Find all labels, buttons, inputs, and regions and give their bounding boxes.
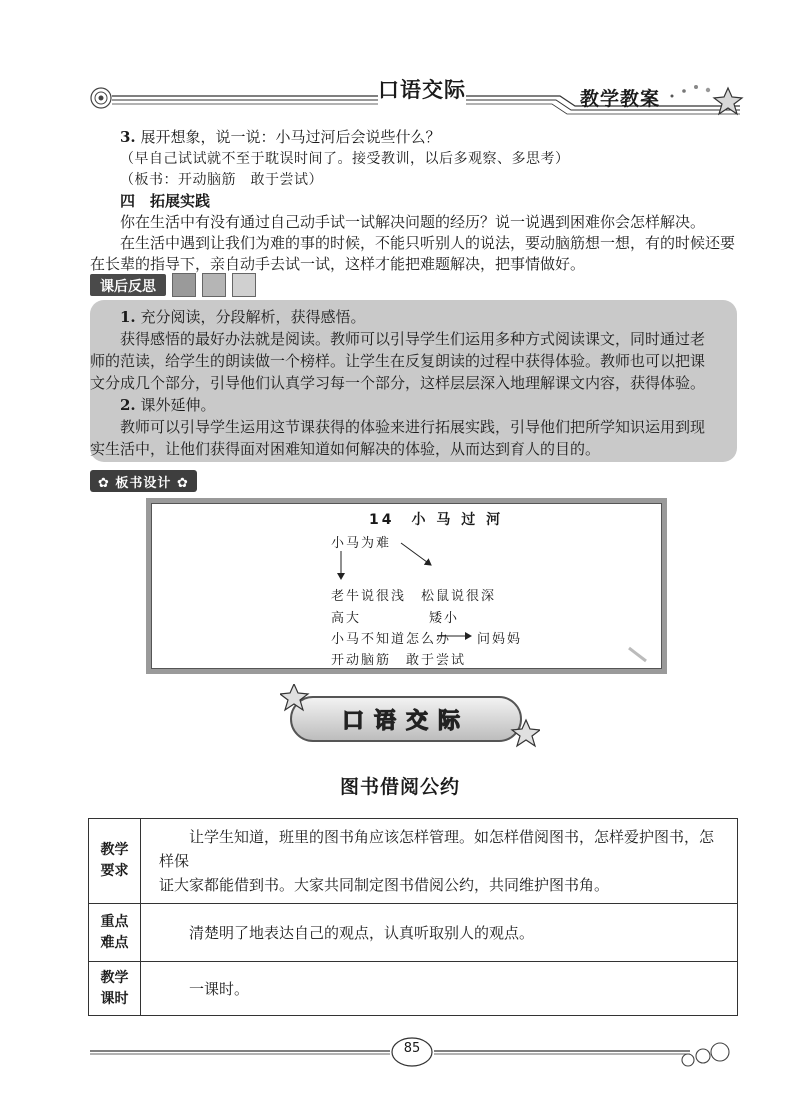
board-right-1: 松鼠说很深 — [421, 589, 497, 604]
row-content-line: 一课时。 — [189, 979, 250, 998]
row-header-line: 重点 — [100, 913, 129, 930]
board-left-1: 老牛说很浅 — [331, 589, 407, 604]
star-icon — [512, 720, 540, 746]
row-content-line: 证大家都能借到书。大家共同制定图书借阅公约，共同维护图书角。 — [159, 876, 610, 894]
question-text: 展开想象，说一说：小马过河后会说些什么？ — [140, 128, 441, 146]
item-number: 2. — [120, 396, 136, 414]
board-left-2: 高大 — [331, 611, 362, 626]
table-row — [89, 962, 738, 1016]
row-header-line: 课时 — [100, 990, 129, 1007]
item-title: 课外延伸。 — [140, 396, 216, 414]
board-right-2: 矮小 — [429, 611, 460, 626]
section-heading: 四 拓展实践 — [120, 192, 211, 210]
board-line-4: 开动脑筋 敢于尝试 — [331, 653, 467, 668]
board-line-3-right: 问妈妈 — [477, 632, 523, 647]
row-header-line: 教学 — [100, 969, 129, 986]
page-header — [0, 0, 800, 125]
star-icon — [280, 684, 308, 710]
arrow-diagonal-icon — [401, 543, 431, 565]
reflection-item-1 — [120, 307, 365, 328]
board-design-banner: ✿ 板书设计 ✿ — [90, 470, 197, 492]
reflection-text: 获得感悟的最好办法就是阅读。教师可以引导学生们运用多种方式阅读课文，同时通过老 — [120, 330, 706, 348]
table-row — [89, 819, 738, 904]
pill-text: 口语交际 — [341, 709, 470, 734]
paragraph-1: 你在生活中有没有通过自己动手试一试解决问题的经历？说一说遇到困难你会怎样解决。 — [120, 213, 706, 231]
answer-text: （早自己试试就不至于耽误时间了。接受教训，以后多观察、多思考） — [120, 151, 570, 167]
header-label: 教学教案 — [580, 88, 661, 110]
reflection-text: 文分成几个部分，引导他们认真学习每一个部分，这样层层深入地理解课文内容，获得体验。 — [90, 374, 706, 392]
row-content-line: 让学生知道，班里的图书角应该怎样管理。如怎样借阅图书，怎样爱护图书，怎样保 — [159, 828, 715, 870]
reflection-item-2 — [120, 395, 215, 416]
reflection-text: 实生活中，让他们获得面对困难知道如何解决的体验，从而达到育人的目的。 — [90, 440, 601, 458]
board-line-3-left: 小马不知道怎么办 — [331, 632, 452, 647]
question-3 — [120, 127, 440, 148]
bubble-icon — [682, 1054, 694, 1066]
paragraph-2-line-2: 在长辈的指导下，亲自动手去试一试，这样才能把难题解决，把事情做好。 — [90, 255, 586, 273]
row-content-line: 清楚明了地表达自己的观点，认真听取别人的观点。 — [189, 923, 535, 942]
lesson-table — [88, 818, 738, 1016]
table-row — [89, 904, 738, 962]
row-header — [89, 962, 141, 1016]
reflection-banner-label: 课后反思 — [90, 274, 166, 296]
blackboard — [146, 498, 667, 674]
item-title: 充分阅读，分段解析，获得感悟。 — [140, 308, 366, 326]
row-header — [89, 819, 141, 904]
banner-square — [202, 273, 226, 297]
question-number: 3. — [120, 128, 136, 146]
reflection-text: 师的范读，给学生的朗读做一个榜样。让学生在反复朗读的过程中获得体验。教师也可以把课 — [90, 352, 706, 370]
row-content — [141, 819, 738, 904]
banner-square — [232, 273, 256, 297]
lesson-subtitle: 图书借阅公约 — [339, 776, 460, 798]
chalk-icon — [629, 648, 646, 661]
row-header-line: 要求 — [100, 863, 129, 879]
bubble-icon — [696, 1049, 710, 1063]
row-header-line: 教学 — [100, 842, 129, 858]
row-header — [89, 904, 141, 962]
page-number: 85 — [403, 1041, 421, 1056]
paragraph-2-line-1: 在生活中遇到让我们为难的事的时候，不能只听别人的说法，要动脑筋想一想，有的时候还要 — [120, 234, 736, 252]
reflection-text: 教师可以引导学生运用这节课获得的体验来进行拓展实践，引导他们把所学知识运用到现 — [120, 418, 706, 436]
reflection-banner — [90, 273, 256, 297]
item-number: 1. — [120, 308, 136, 326]
board-note: （板书：开动脑筋 敢于尝试） — [120, 172, 323, 188]
banner-square — [172, 273, 196, 297]
header-decoration — [0, 0, 800, 125]
row-header-line: 难点 — [100, 934, 129, 951]
board-title: 14 小 马 过 河 — [369, 512, 504, 528]
bubble-icon — [711, 1043, 729, 1061]
board-root: 小马为难 — [331, 536, 392, 551]
row-content — [141, 962, 738, 1016]
header-title: 口语交际 — [378, 78, 466, 102]
pill-stars — [280, 684, 540, 754]
oral-title-badge — [280, 684, 540, 754]
row-content — [141, 904, 738, 962]
